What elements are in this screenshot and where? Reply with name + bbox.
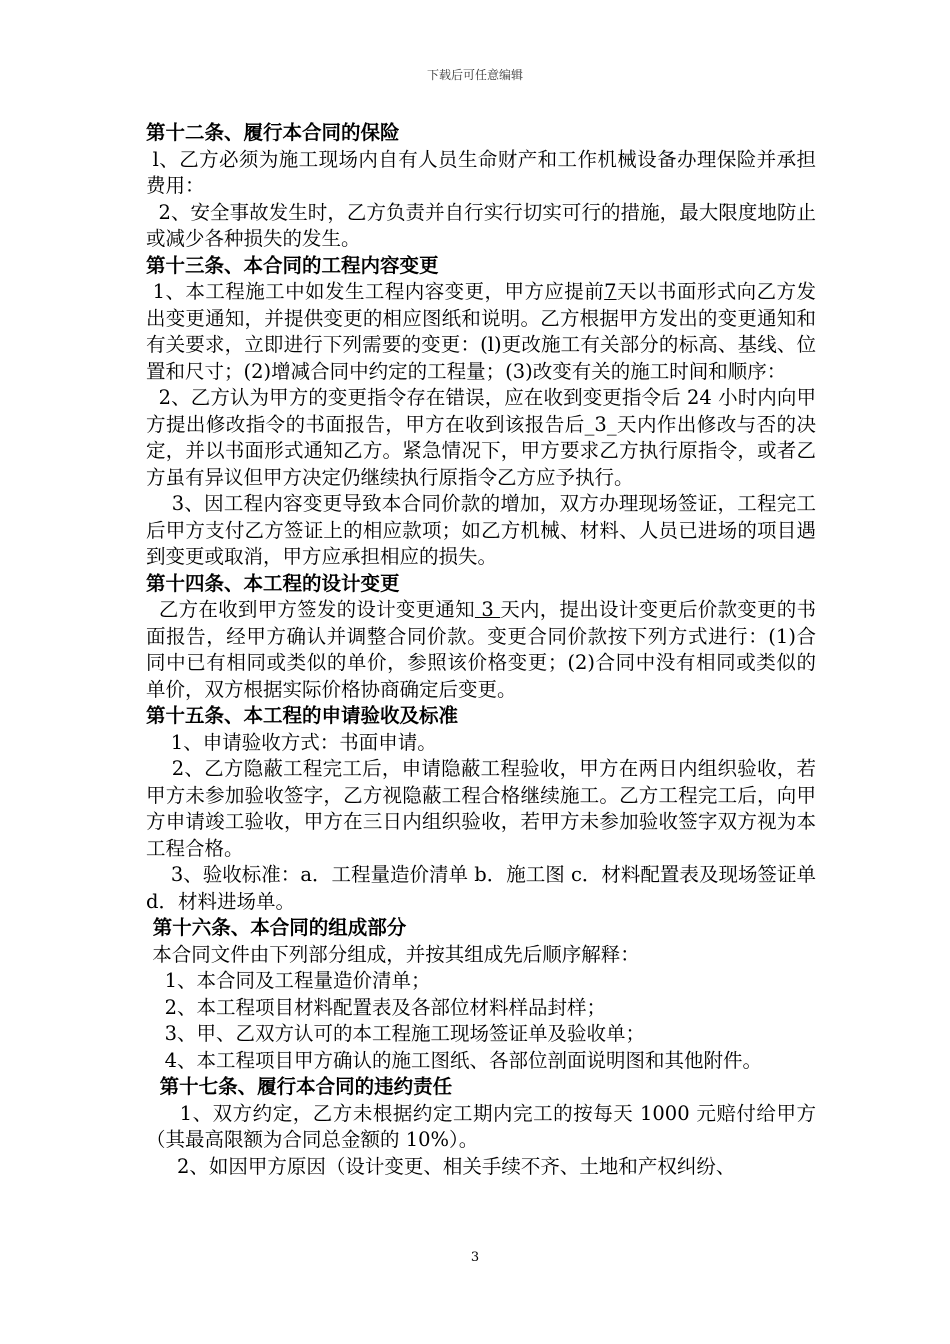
page-header: 下载后可任意编辑 <box>426 68 523 82</box>
section-17-para-2: 2、如因甲方原因（设计变更、相关手续不齐、土地和产权纠纷、 <box>146 1154 736 1178</box>
document-body <box>146 120 823 1180</box>
page-number: 3 <box>470 1250 480 1265</box>
section-14-para-1 <box>146 597 816 703</box>
section-12-title: 第十二条、履行本合同的保险 <box>146 121 400 144</box>
section-13-para-2: 2、乙方认为甲方的变更指令存在错误，应在收到变更指令后 24 小时内向甲方提出修改指令的书面报告，甲方在收到该报告后_3_天内作出修改与否的决定，并以书面形式通知乙方。紧急情况下，甲方要求乙方执行原指令，或者乙方虽有异议但甲方决定仍继续执行原指令乙方应予执行。 <box>146 386 816 489</box>
section-14-days-underlined: 3 <box>474 598 501 621</box>
section-12-para-1: l、乙方必须为施工现场内自有人员生命财产和工作机械设备办理保险并承担费用： <box>146 147 816 197</box>
section-16-item-1: 1、本合同及工程量造价清单； <box>146 969 431 992</box>
section-13-para-3: 3、因工程内容变更导致本合同价款的增加，双方办理现场签证，工程完工后甲方支付乙方签证上的相应款项；如乙方机械、材料、人员已进场的项目遇到变更或取消，甲方应承担相应的损失。 <box>146 492 816 568</box>
section-14-para-1-a: 乙方在收到甲方签发的设计变更通知 <box>146 598 475 621</box>
section-12-para-2: 2、安全事故发生时，乙方负责并自行实行切实可行的措施，最大限度地防止或减少各种损失的发生。 <box>146 200 816 250</box>
section-13-para-1-b: 天以书面形式向乙方发出变更通知，并提供变更的相应图纸和说明。乙方根据甲方发出的变更通知和有关要求，立即进行下列需要的变更：(l)更改施工有关部分的标高、基线、位置和尺寸；(2)增减合同中约定的工程量；(3)改变有关的施工时间和顺序： <box>146 280 816 383</box>
section-13-title: 第十三条、本合同的工程内容变更 <box>146 253 439 277</box>
section-16-item-4: 4、本工程项目甲方确认的施工图纸、各部位剖面说明图和其他附件。 <box>146 1048 763 1072</box>
section-14-para-1-b: 天内，提出设计变更后价款变更的书面报告，经甲方确认并调整合同价款。变更合同价款按下列方式进行：(1)合同中已有相同或类似的单价，参照该价格变更；(2)合同中没有相同或类似的单价，双方根据实际价格协商确定后变更。 <box>146 598 816 701</box>
section-14-title: 第十四条、本工程的设计变更 <box>146 571 400 595</box>
section-15-para-2: 2、乙方隐蔽工程完工后，申请隐蔽工程验收，甲方在两日内组织验收，若甲方未参加验收签字，乙方视隐蔽工程合格继续施工。乙方工程完工后，向甲方申请竣工验收，甲方在三日内组织验收，若甲方未参加验收签字双方视为本工程合格。 <box>146 757 816 860</box>
section-16-title: 第十六条、本合同的组成部分 <box>146 916 407 939</box>
section-16-intro: 本合同文件由下列部分组成，并按其组成先后顺序解释： <box>146 942 640 966</box>
section-13-para-1-a: 1、本工程施工中如发生工程内容变更，甲方应提前 <box>146 280 605 303</box>
section-17-para-1: 1、双方约定，乙方未根据约定工期内完工的按每天 1000 元赔付给甲方（其最高限额为合同总金额的 10%）。 <box>146 1101 816 1151</box>
section-16-item-3: 3、甲、乙双方认可的本工程施工现场签证单及验收单； <box>146 1022 646 1045</box>
section-15-para-1: 1、申请验收方式：书面申请。 <box>146 730 437 754</box>
section-13-days-underlined: 7 <box>604 280 617 303</box>
section-17-title: 第十七条、履行本合同的违约责任 <box>146 1075 453 1098</box>
section-15-title: 第十五条、本工程的申请验收及标准 <box>146 704 459 727</box>
section-13-para-1 <box>146 279 816 385</box>
section-15-para-3: 3、验收标准：a．工程量造价清单 b．施工图 c．材料配置表及现场签证单 d．材料进场单。 <box>146 863 823 913</box>
section-16-item-2: 2、本工程项目材料配置表及各部位材料样品封样； <box>146 995 607 1019</box>
